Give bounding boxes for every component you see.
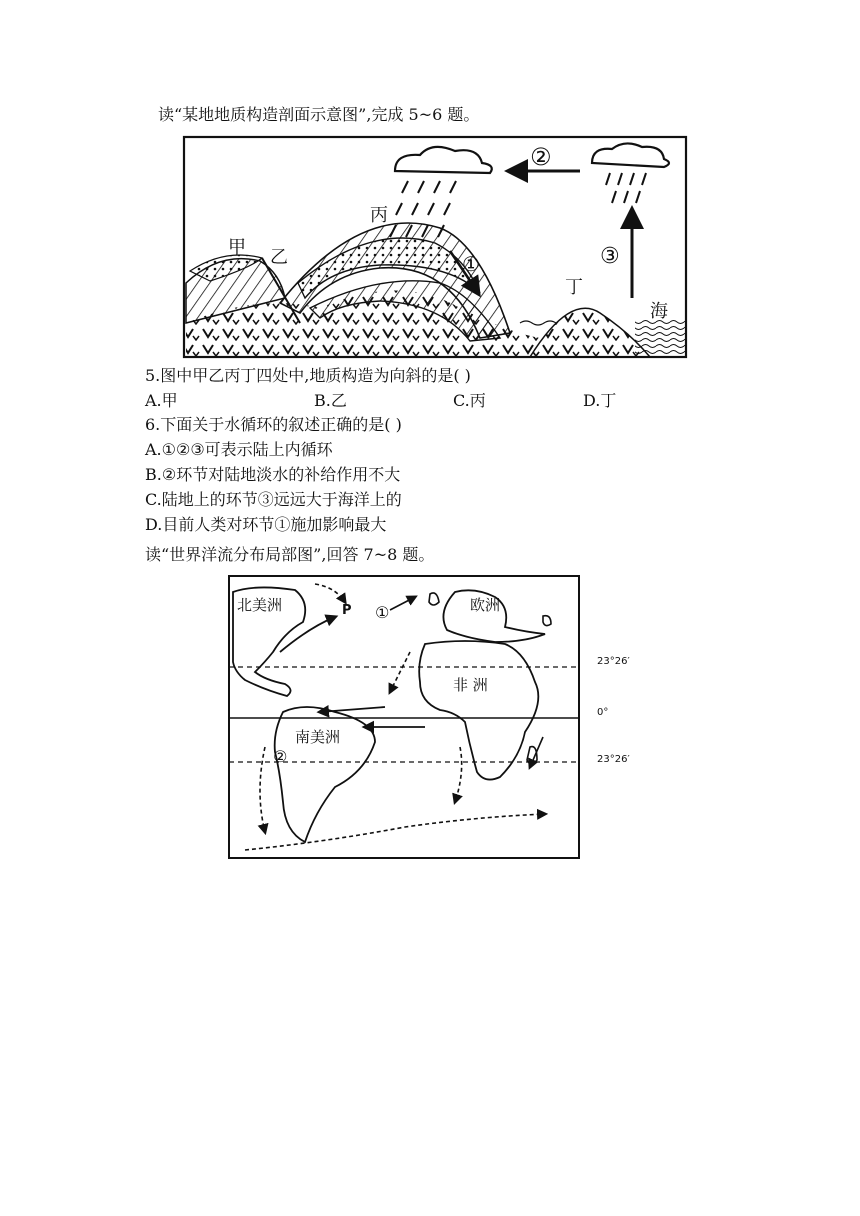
label-africa: 非 洲 [453,676,488,694]
q5-option-d[interactable]: D.丁 [583,391,617,410]
q5-option-a[interactable]: A.甲 [145,391,178,410]
label-hai: 海 [650,301,668,322]
marker-1: ① [462,252,480,276]
question-6-stem: 6.下面关于水循环的叙述正确的是( ) [145,415,402,434]
intro-question-7-8: 读“世界洋流分布局部图”,回答 7~8 题。 [145,545,435,564]
label-north-america: 北美洲 [237,596,283,614]
label-jia: 甲 [228,237,246,258]
lat-equator-label: 0° [597,707,609,718]
q6-option-a[interactable]: A.①②③可表示陆上内循环 [145,440,333,459]
label-yi: 乙 [270,247,288,268]
label-bing: 丙 [370,205,388,226]
label-europe: 欧洲 [470,596,501,614]
sea-area [635,318,685,356]
marker-2: ② [530,143,552,171]
q6-option-c[interactable]: C.陆地上的环节③远远大于海洋上的 [145,490,402,509]
label-p: P [342,603,352,618]
ocean-current-map [225,572,685,862]
question-5-stem: 5.图中甲乙丙丁四处中,地质构造为向斜的是( ) [145,366,471,385]
geologic-section-figure [180,133,690,363]
label-south-america: 南美洲 [295,728,341,746]
q6-option-d[interactable]: D.目前人类对环节①施加影响最大 [145,515,387,534]
marker-1-map: ① [375,603,390,622]
q6-option-b[interactable]: B.②环节对陆地淡水的补给作用不大 [145,465,401,484]
intro-question-5-6: 读“某地地质构造剖面示意图”,完成 5~6 题。 [158,105,480,124]
lat-south-label: 23°26′ [597,754,630,765]
lat-north-label: 23°26′ [597,656,630,667]
label-ding: 丁 [565,277,583,298]
q5-option-b[interactable]: B.乙 [314,391,347,410]
marker-2-map: ② [273,747,288,766]
marker-3: ③ [600,244,620,269]
q5-option-c[interactable]: C.丙 [453,391,486,410]
